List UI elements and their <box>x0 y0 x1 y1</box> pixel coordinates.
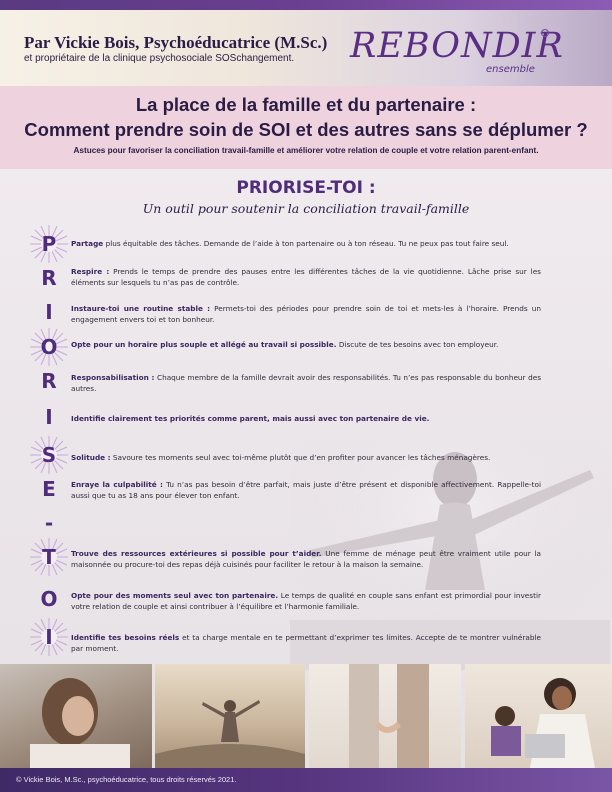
logo-circle-icon <box>541 29 549 37</box>
acronym-letter-i <box>32 295 66 329</box>
acronym-letter-e <box>32 472 66 506</box>
acronym-letter-s <box>32 438 66 472</box>
tip-keyword: Identifie clairement tes priorités comme parent, mais aussi avec ton partenaire de vie. <box>71 414 430 423</box>
page-title-line-1: La place de la famille et du partenaire : <box>135 94 477 115</box>
photo-strip <box>0 664 612 768</box>
acronym-letter-text: R <box>41 266 57 290</box>
acronym-letter-r2 <box>32 364 66 398</box>
tip-text: Tu n’as pas besoin d’être parfait, mais juste d’être présent et disponible affectivement. Rappelle-toi aussi que tu as 18 ans pour élever ton enfant. <box>71 480 542 500</box>
page-title-line-2: Comment prendre soin de SOI et des autres sans se déplumer ? <box>24 119 588 140</box>
acronym-letter-text: T <box>42 545 56 569</box>
tip-item-besoins <box>71 632 541 654</box>
page-subtitle: Astuces pour favoriser la conciliation travail-famille et améliorer votre relation de couple et votre relation parent-enfant. <box>73 146 539 155</box>
tip-item-responsabilisation <box>71 372 541 394</box>
couple-holding-hands-photo <box>309 664 461 768</box>
acronym-letter-o2 <box>32 582 66 616</box>
tip-item-culpabilite <box>71 479 541 501</box>
woman-meditating-photo <box>0 664 152 768</box>
mother-child-laptop-photo <box>465 664 612 768</box>
author-name: Par Vickie Bois, Psychoéducatrice (M.Sc.) <box>24 33 328 52</box>
acronym-letter-dash <box>32 506 66 540</box>
acronym-letter-text: I <box>45 300 53 324</box>
tip-item-couple <box>71 590 541 612</box>
tip-text: Permets-toi des périodes pour prendre soin de toi et mets-les à l’horaire. Prends un engagement envers toi et ton bonheur. <box>71 304 541 324</box>
tip-item-respire <box>71 266 541 288</box>
acronym-letter-p <box>32 227 66 261</box>
acronym-letter-t <box>32 540 66 574</box>
tip-text: Chaque membre de la famille devrait avoir des responsabilités. Tu n’es pas responsable du bonheur des autres. <box>71 373 541 393</box>
tip-keyword: Opte pour des moments seul avec ton partenaire. <box>71 591 279 600</box>
tip-text: plus équitable des tâches. Demande de l’aide à ton partenaire ou à ton réseau. Tu ne peux pas tout faire seul. <box>103 239 509 248</box>
tip-item-horaire <box>71 339 541 350</box>
acronym-letter-text: I <box>45 625 53 649</box>
tip-keyword: Identifie tes besoins réels <box>71 633 180 642</box>
author-affiliation: et propriétaire de la clinique psychosociale SOSchangement. <box>24 53 295 64</box>
acronym-letter-text: R <box>41 369 57 393</box>
tip-keyword: Instaure-toi une routine stable : <box>71 304 211 313</box>
tip-keyword: Solitude : <box>71 453 111 462</box>
logo-subtext: ensemble <box>486 64 535 75</box>
copyright-notice: © Vickie Bois, M.Sc., psychoéducatrice, tous droits réservés 2021. <box>16 775 237 784</box>
acronym-letter-text: S <box>41 443 57 467</box>
tip-keyword: Opte pour un horaire plus souple et allégé au travail si possible. <box>71 340 337 349</box>
tip-keyword: Respire : <box>71 267 110 276</box>
rebondir-logo <box>350 26 564 78</box>
woman-on-hill-photo <box>155 664 305 768</box>
acronym-letter-r <box>32 261 66 295</box>
tip-keyword: Enraye la culpabilité : <box>71 480 163 489</box>
section-tagline: Un outil pour soutenir la conciliation travail-famille <box>142 201 470 216</box>
tip-item-solitude <box>71 452 541 463</box>
tip-text: Discute de tes besoins avec ton employeur. <box>336 340 499 349</box>
acronym-letter-i3 <box>32 620 66 654</box>
tip-keyword: Responsabilisation : <box>71 373 155 382</box>
acronym-letter-text: P <box>41 232 57 256</box>
acronym-letter-text: O <box>40 587 58 611</box>
tip-item-priorites <box>71 413 541 424</box>
acronym-letter-text: E <box>42 477 56 501</box>
tip-text: et ta charge mentale en te permettant d’exprimer tes limites. Accepte de te montrer vulnérable par moment. <box>71 633 541 653</box>
tip-item-ressources <box>71 548 541 570</box>
acronym-letter-i2 <box>32 400 66 434</box>
acronym-letter-text: O <box>40 335 58 359</box>
tip-item-partage <box>71 238 541 249</box>
tip-text: Savoure tes moments seul avec toi-même plutôt que d’en profiter pour avancer les tâches ménagères. <box>110 453 491 462</box>
acronym-letter-text: I <box>45 405 53 429</box>
tip-keyword: Partage <box>71 239 104 248</box>
tip-keyword: Trouve des ressources extérieures si possible pour t’aider. <box>71 549 322 558</box>
tip-text: Le temps de qualité en couple sans enfant est primordial pour investir votre relation de couple et ainsi contribuer à l’équilibre et l’harmonie familiale. <box>71 591 541 611</box>
tip-text: Prends le temps de prendre des pauses entre les différentes tâches de la vie quotidienne. Lâche prise sur les éléments sur lesquels tu n’as pas de contrôle. <box>71 267 541 287</box>
tip-text: Une femme de ménage peut être vraiment utile pour la maisonnée ou procure-toi des repas déjà cuisinés pour faciliter le retour à la maison la semaine. <box>71 549 541 569</box>
acronym-letter-o <box>32 330 66 364</box>
acronym-letter-text: - <box>44 511 54 535</box>
tip-item-routine <box>71 303 541 325</box>
section-title: PRIORISE-TOI : <box>236 178 376 198</box>
logo-wordmark: REBONDIR <box>350 26 564 66</box>
